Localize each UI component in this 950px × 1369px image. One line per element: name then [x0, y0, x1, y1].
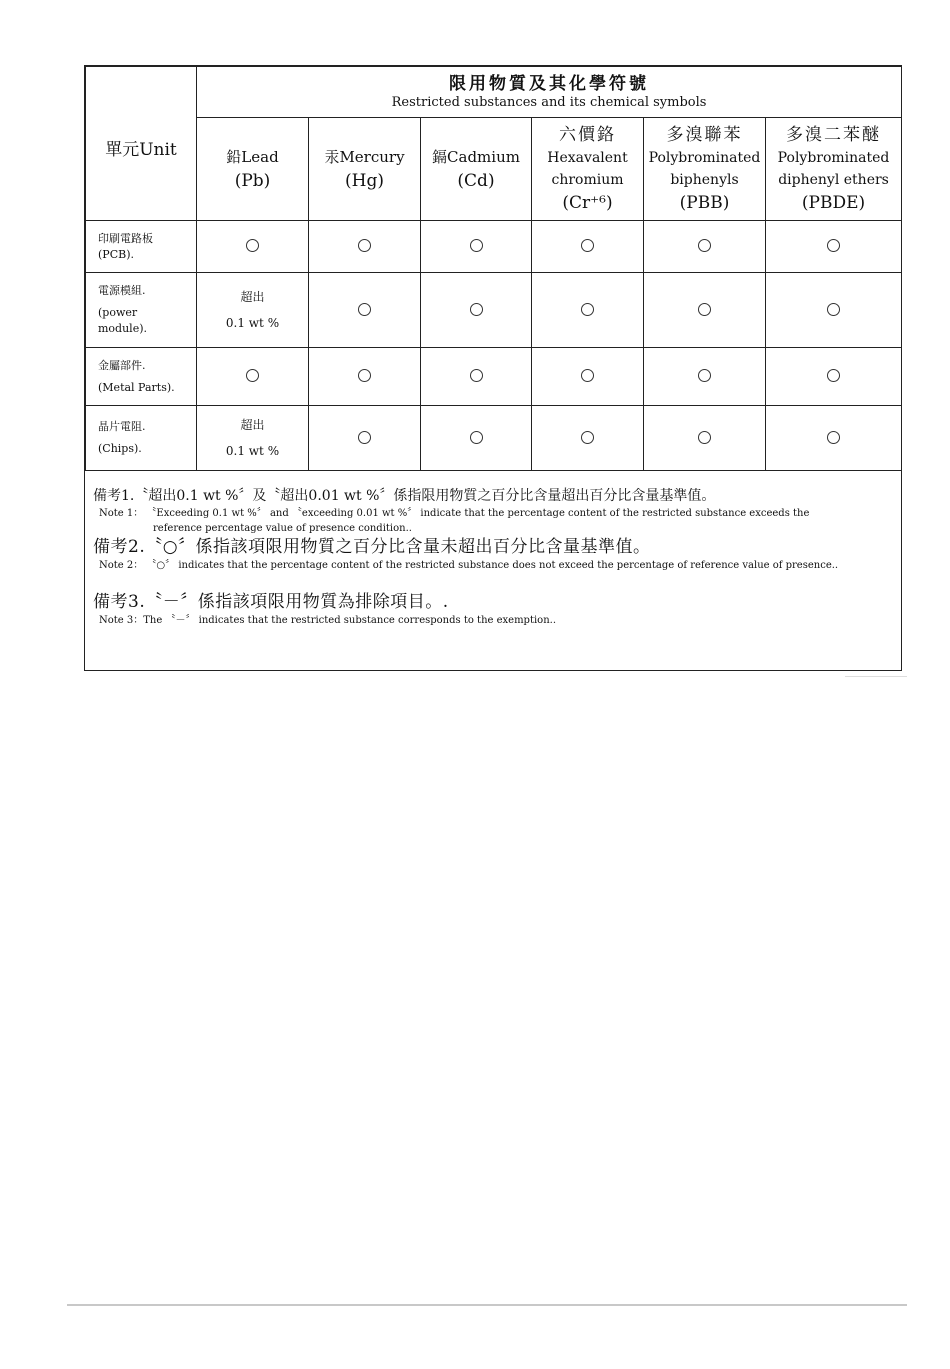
cell-chips-mercury	[309, 406, 421, 471]
circle-icon	[358, 303, 371, 316]
circle-icon	[698, 431, 711, 444]
circle-icon	[358, 239, 371, 252]
note-1-zh: 備考1.〝超出0.1 wt %〞及〝超出0.01 wt %〞係指限用物質之百分比含量超出百分比含量基準值。	[93, 488, 716, 504]
row-label-pcb: 印刷電路板 (PCB).	[86, 221, 197, 273]
cell-pcb-mercury	[309, 221, 421, 273]
circle-icon	[581, 431, 594, 444]
note-2-en: Note 2： 〝○〞 indicates that the percentage content of the restricted substance does not exceed the percentage of reference value of presence..	[99, 560, 839, 571]
substance-mercury: 汞Mercury (Hg)	[309, 118, 421, 221]
table-title	[197, 67, 902, 118]
circle-icon	[827, 431, 840, 444]
circle-icon	[470, 303, 483, 316]
cell-pcb-lead	[197, 221, 309, 273]
cell-chips-lead: 超出 0.1 wt %	[197, 406, 309, 471]
cell-chips-cadmium	[421, 406, 532, 471]
circle-icon	[358, 431, 371, 444]
cell-power-pbb	[644, 273, 766, 348]
footer-divider	[67, 1304, 907, 1306]
note-2-zh: 備考2.〝○〞係指該項限用物質之百分比含量未超出百分比含量基準值。	[93, 537, 651, 557]
cell-metal-mercury	[309, 348, 421, 406]
cell-power-chromium	[532, 273, 644, 348]
title-zh: 限用物質及其化學符號	[449, 74, 650, 94]
circle-icon	[470, 239, 483, 252]
circle-icon	[246, 369, 259, 382]
circle-icon	[827, 239, 840, 252]
cell-pcb-pbb	[644, 221, 766, 273]
cell-metal-cadmium	[421, 348, 532, 406]
circle-icon	[827, 369, 840, 382]
circle-icon	[581, 239, 594, 252]
cell-metal-pbb	[644, 348, 766, 406]
row-label-power-module: 電源模組. (power module).	[86, 273, 197, 348]
cell-chips-pbde	[766, 406, 902, 471]
table-row	[86, 406, 902, 471]
substance-hexavalent-chromium: 六價鉻 Hexavalent chromium (Cr⁺⁶)	[532, 118, 644, 221]
table-row	[86, 273, 902, 348]
cell-metal-pbde	[766, 348, 902, 406]
circle-icon	[246, 239, 259, 252]
substance-pbde: 多溴二苯醚 Polybrominated diphenyl ethers (PBDE)	[766, 118, 902, 221]
row-label-metal-parts: 金屬部件. (Metal Parts).	[86, 348, 197, 406]
divider	[845, 676, 907, 677]
row-label-chips: 晶片電阻. (Chips).	[86, 406, 197, 471]
unit-header: 單元Unit	[86, 67, 197, 221]
substance-lead: 鉛Lead (Pb)	[197, 118, 309, 221]
circle-icon	[581, 369, 594, 382]
cell-power-lead: 超出 0.1 wt %	[197, 273, 309, 348]
circle-icon	[827, 303, 840, 316]
cell-pcb-cadmium	[421, 221, 532, 273]
cell-chips-pbb	[644, 406, 766, 471]
note-1-en-cont: reference percentage value of presence condition..	[153, 523, 412, 534]
cell-metal-chromium	[532, 348, 644, 406]
note-1-en: Note 1： 〝Exceeding 0.1 wt %〞 and 〝exceeding 0.01 wt %〞 indicate that the percentage content of the restricted substance exceeds the	[99, 508, 810, 519]
notes-section	[93, 486, 898, 628]
rohs-declaration-sheet	[84, 65, 902, 671]
circle-icon	[470, 369, 483, 382]
circle-icon	[698, 369, 711, 382]
circle-icon	[358, 369, 371, 382]
cell-pcb-pbde	[766, 221, 902, 273]
table-row	[86, 348, 902, 406]
substance-cadmium: 鎘Cadmium (Cd)	[421, 118, 532, 221]
circle-icon	[470, 431, 483, 444]
cell-power-mercury	[309, 273, 421, 348]
restricted-substances-table	[85, 66, 902, 471]
cell-metal-lead	[197, 348, 309, 406]
cell-power-cadmium	[421, 273, 532, 348]
note-3-en: Note 3：The 〝－〞 indicates that the restricted substance corresponds to the exemption..	[99, 615, 556, 626]
cell-power-pbde	[766, 273, 902, 348]
title-en: Restricted substances and its chemical symbols	[391, 95, 707, 110]
circle-icon	[698, 303, 711, 316]
note-3-zh: 備考3.〝－〞係指該項限用物質為排除項目。.	[93, 592, 449, 612]
substance-pbb: 多溴聯苯 Polybrominated biphenyls (PBB)	[644, 118, 766, 221]
cell-chips-chromium	[532, 406, 644, 471]
circle-icon	[698, 239, 711, 252]
cell-pcb-chromium	[532, 221, 644, 273]
circle-icon	[581, 303, 594, 316]
table-row	[86, 221, 902, 273]
